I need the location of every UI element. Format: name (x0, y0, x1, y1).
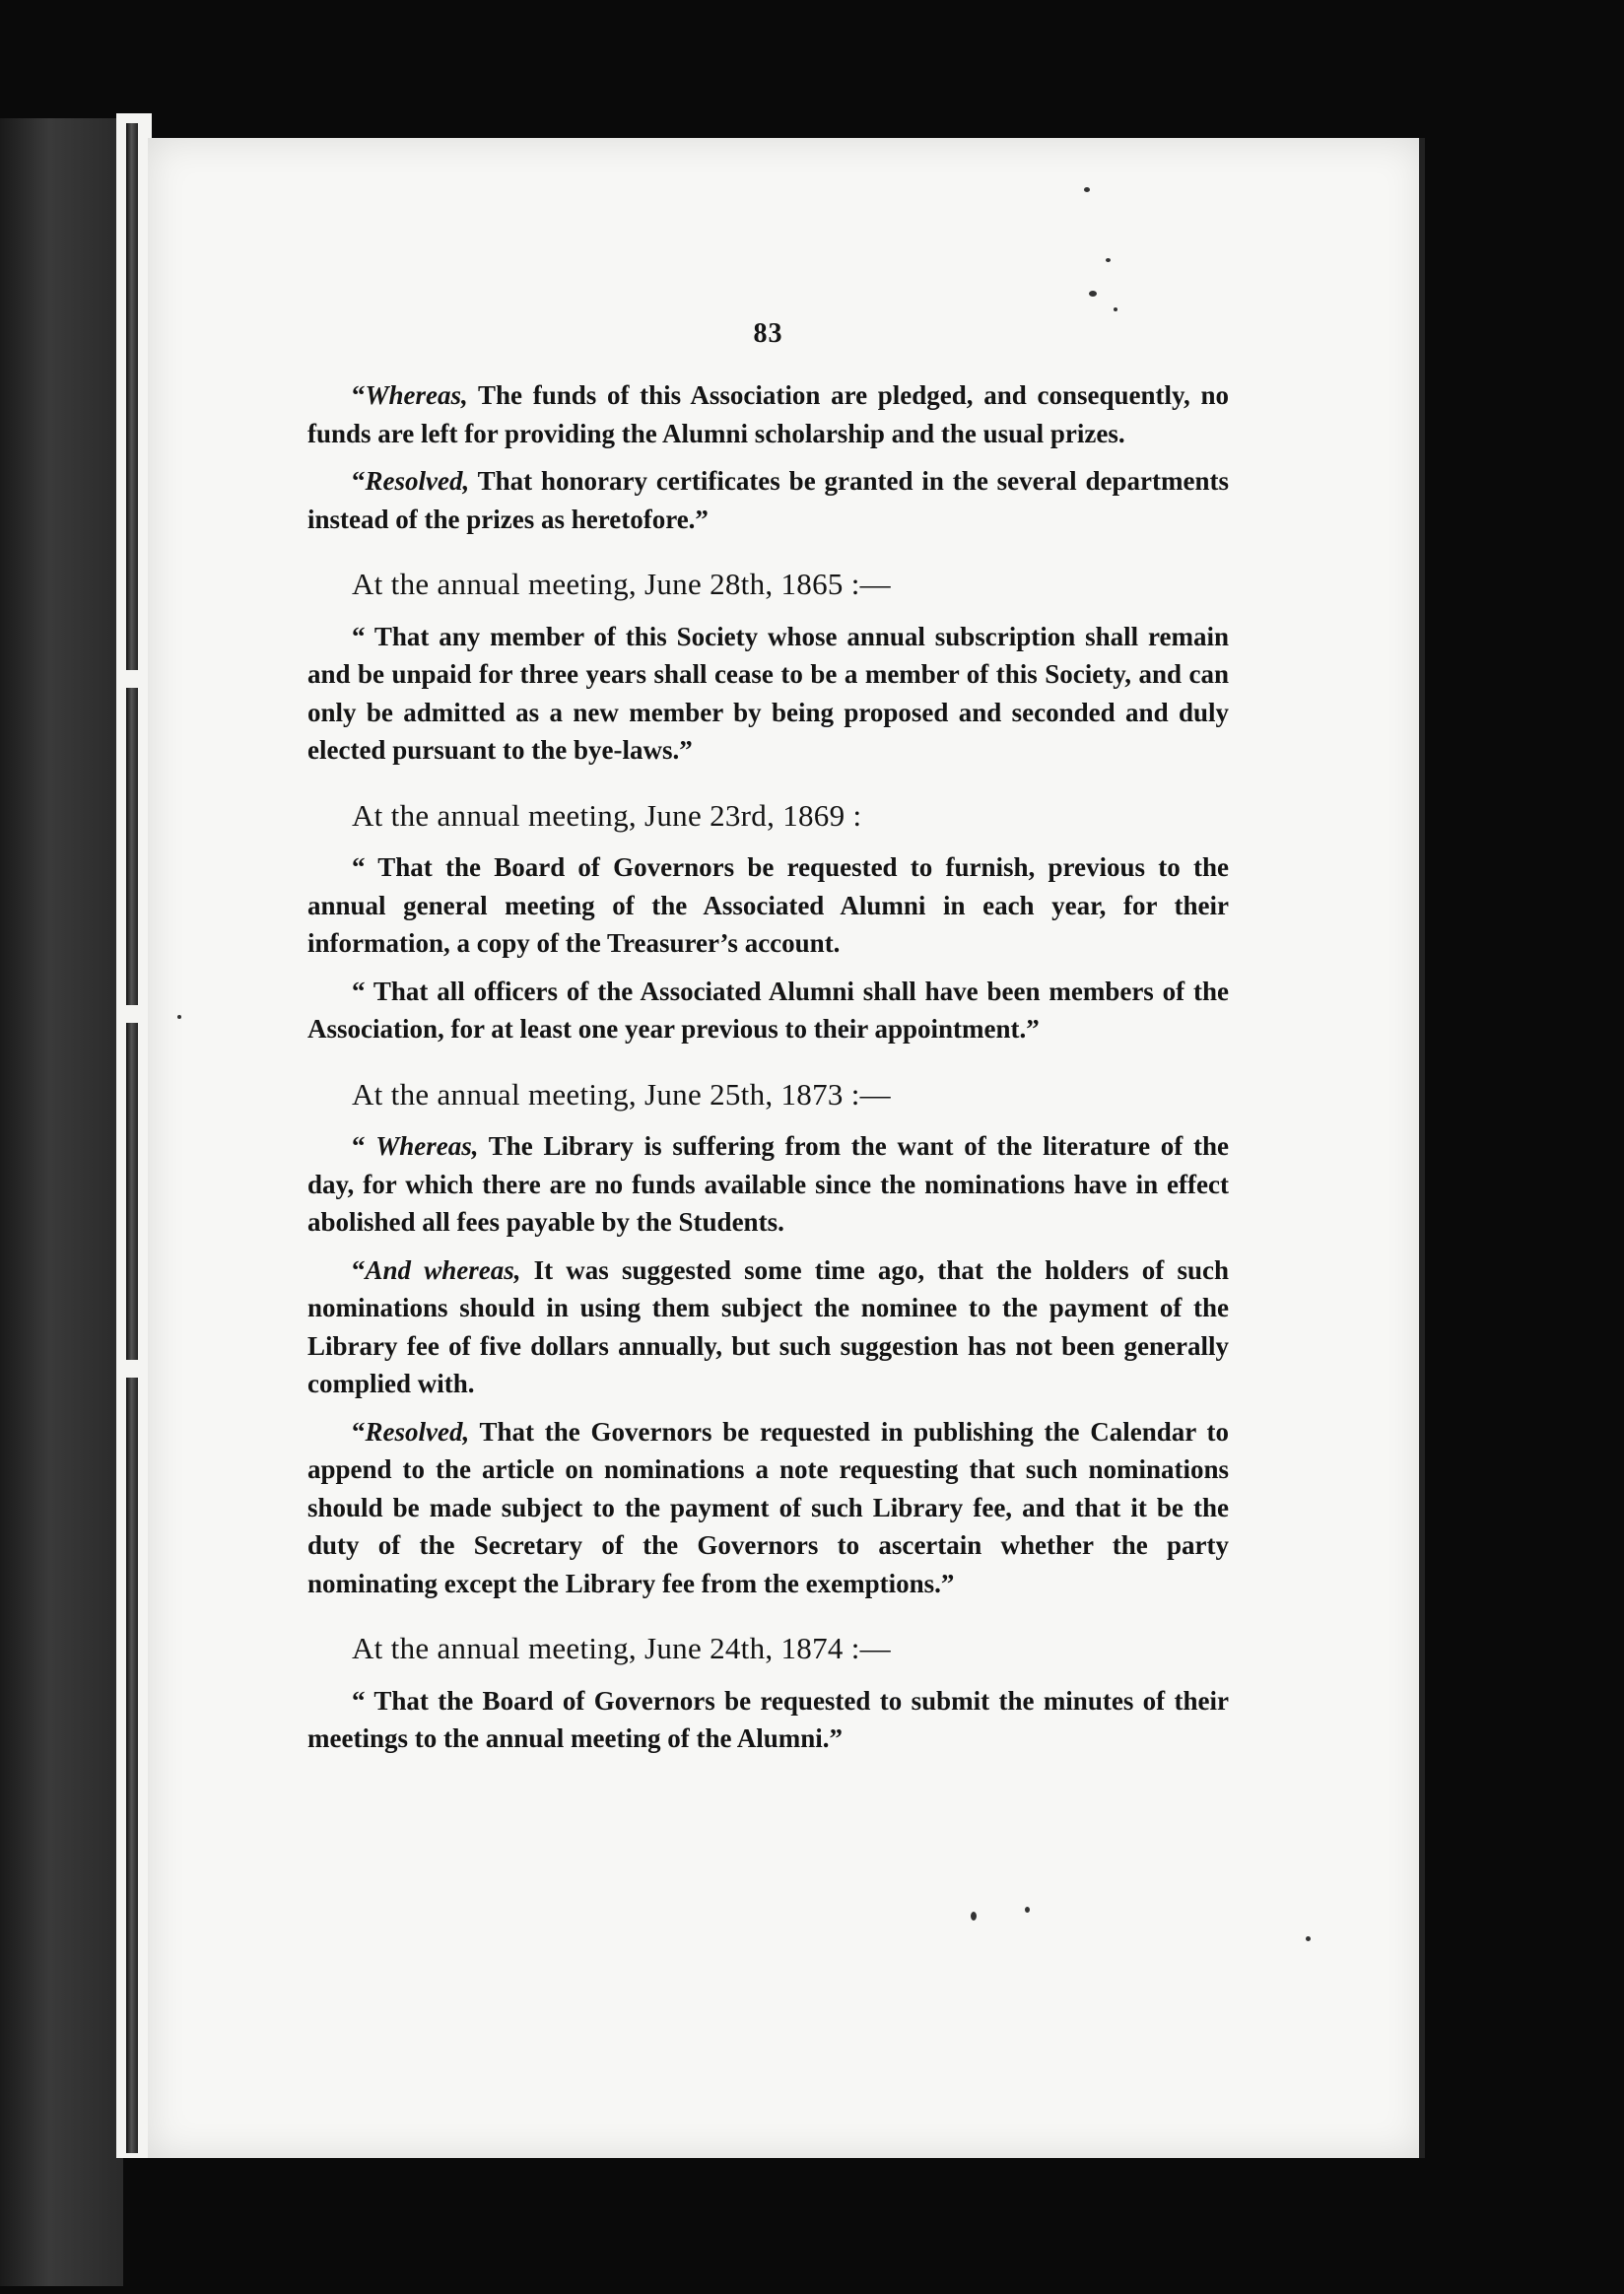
scan-speck (1306, 1936, 1311, 1941)
scan-speck (1089, 291, 1097, 297)
italic-keyword: Whereas, (375, 1131, 479, 1161)
resolution-paragraph: “ That all officers of the Associated Alumni shall have been members of the Association, for at least one year previous to their appointment.” (307, 976, 1229, 1044)
book-binding (126, 123, 138, 2153)
scan-speck (1106, 258, 1111, 262)
meeting-heading: At the annual meeting, June 28th, 1865 :— (352, 567, 891, 601)
meeting-heading: At the annual meeting, June 25th, 1873 :— (352, 1076, 891, 1112)
binding-notch (122, 1360, 148, 1378)
italic-keyword: Resolved, (365, 466, 470, 496)
resolution-paragraph: “Resolved, That honorary certificates be granted in the several departments instead of the prizes as heretofore.” (307, 466, 1229, 534)
meeting-heading: At the annual meeting, June 24th, 1874 :— (352, 1631, 891, 1665)
resolution-paragraph: “Whereas, The funds of this Association are pledged, and consequently, no funds are left for providing the Alumni scholarship and the usual prizes. (307, 380, 1229, 448)
resolution-paragraph: “ That the Board of Governors be requested to furnish, previous to the annual general meeting of the Associated Alumni in each year, for their information, a copy of the Treasurer’s account. (307, 852, 1229, 958)
scan-speck (971, 1912, 977, 1921)
text-body (307, 376, 1229, 1768)
scan-speck (1084, 187, 1090, 192)
binding-notch (122, 1005, 148, 1023)
page-right-edge (1419, 138, 1425, 2158)
resolution-paragraph: “ That any member of this Society whose annual subscription shall remain and be unpaid for three years shall cease to be a member of this Society, and can only be admitted as a new member by being proposed and seconded and duly elected pursuant to the bye-laws.” (307, 621, 1229, 765)
resolution-paragraph: “ Whereas, The Library is suffering from the want of the literature of the day, for which there are no funds available since the nominations have in effect abolished all fees payable by the Students. (307, 1131, 1229, 1237)
facing-page-edge (0, 118, 123, 2286)
meeting-heading: At the annual meeting, June 23rd, 1869 : (352, 797, 862, 833)
italic-keyword: Resolved, (365, 1416, 470, 1447)
page-number: 83 (753, 318, 783, 349)
scan-speck (177, 1015, 181, 1019)
resolution-paragraph: “Resolved, That the Governors be requested in publishing the Calendar to append to the article on nominations a note requesting that such nominations should be made subject to the payment of such Library fee, and that it be the duty of the Secretary of the Governors to ascertain whether the party nominating except the Library fee from the exemptions.” (307, 1416, 1229, 1598)
italic-keyword: And whereas, (365, 1254, 521, 1285)
resolution-paragraph: “ That the Board of Governors be requested to submit the minutes of their meetings to the annual meeting of the Alumni.” (307, 1685, 1229, 1753)
binding-notch (122, 670, 148, 688)
scan-speck (1025, 1907, 1030, 1913)
resolution-paragraph: “And whereas, It was suggested some time ago, that the holders of such nominations should in using them subject the nominee to the payment of the Library fee of five dollars annually, but such suggestion has not been generally complied with. (307, 1254, 1229, 1398)
italic-keyword: Whereas, (365, 380, 468, 410)
scan-speck (1114, 307, 1117, 311)
